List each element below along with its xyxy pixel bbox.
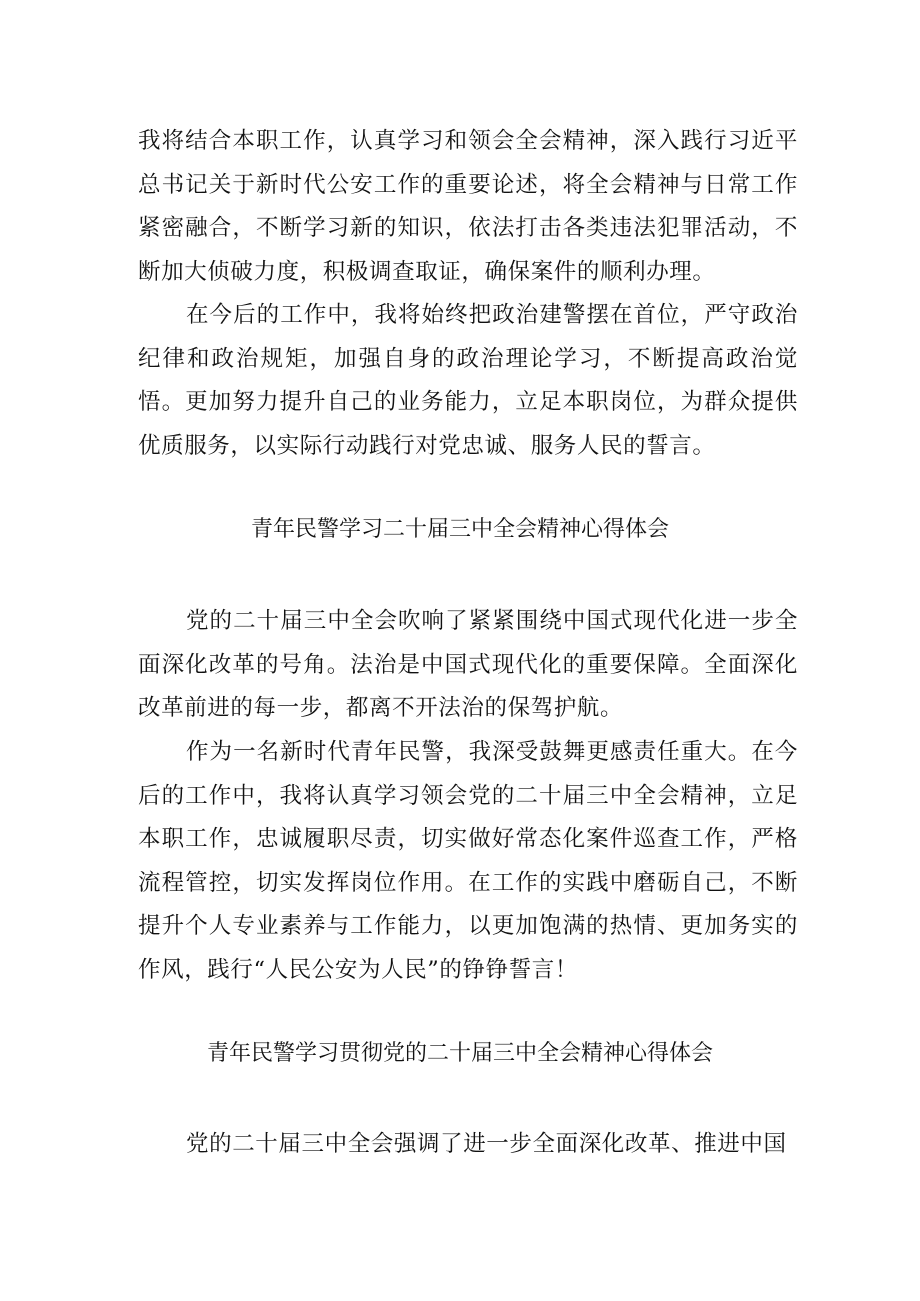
section-heading: 青年民警学习贯彻党的二十届三中全会精神心得体会 [206,1041,713,1066]
body-paragraph: 我将结合本职工作，认真学习和领会全会精神，深入践行习近平总书记关于新时代公安工作的重要论述，将全会精神与日常工作紧密融合，不断学习新的知识，依法打击各类违法犯罪活动，不断加大侦破力度，积极调查取证，确保案件的顺利办理。 [138,128,798,285]
body-paragraph: 在今后的工作中，我将始终把政治建警摆在首位，严守政治纪律和政治规矩，加强自身的政治理论学习，不断提高政治觉悟。更加努力提升自己的业务能力，立足本职岗位，为群众提供优质服务，以实际行动践行对党忠诚、服务人民的誓言。 [138,302,798,459]
body-paragraph: 党的二十届三中全会强调了进一步全面深化改革、推进中国 [186,1131,787,1157]
section-heading: 青年民警学习二十届三中全会精神心得体会 [250,517,669,542]
body-paragraph: 党的二十届三中全会吹响了紧紧围绕中国式现代化进一步全面深化改革的号角。法治是中国式现代化的重要保障。全面深化改革前进的每一步，都离不开法治的保驾护航。 [138,608,798,722]
body-paragraph: 作为一名新时代青年民警，我深受鼓舞更感责任重大。在今后的工作中，我将认真学习领会党的二十届三中全会精神，立足本职工作，忠诚履职尽责，切实做好常态化案件巡查工作，严格流程管控，切实发挥岗位作用。在工作的实践中磨砺自己，不断提升个人专业素养与工作能力，以更加饱满的热情、更加务实的作风，践行“人民公安为人民”的铮铮誓言！ [138,739,798,983]
